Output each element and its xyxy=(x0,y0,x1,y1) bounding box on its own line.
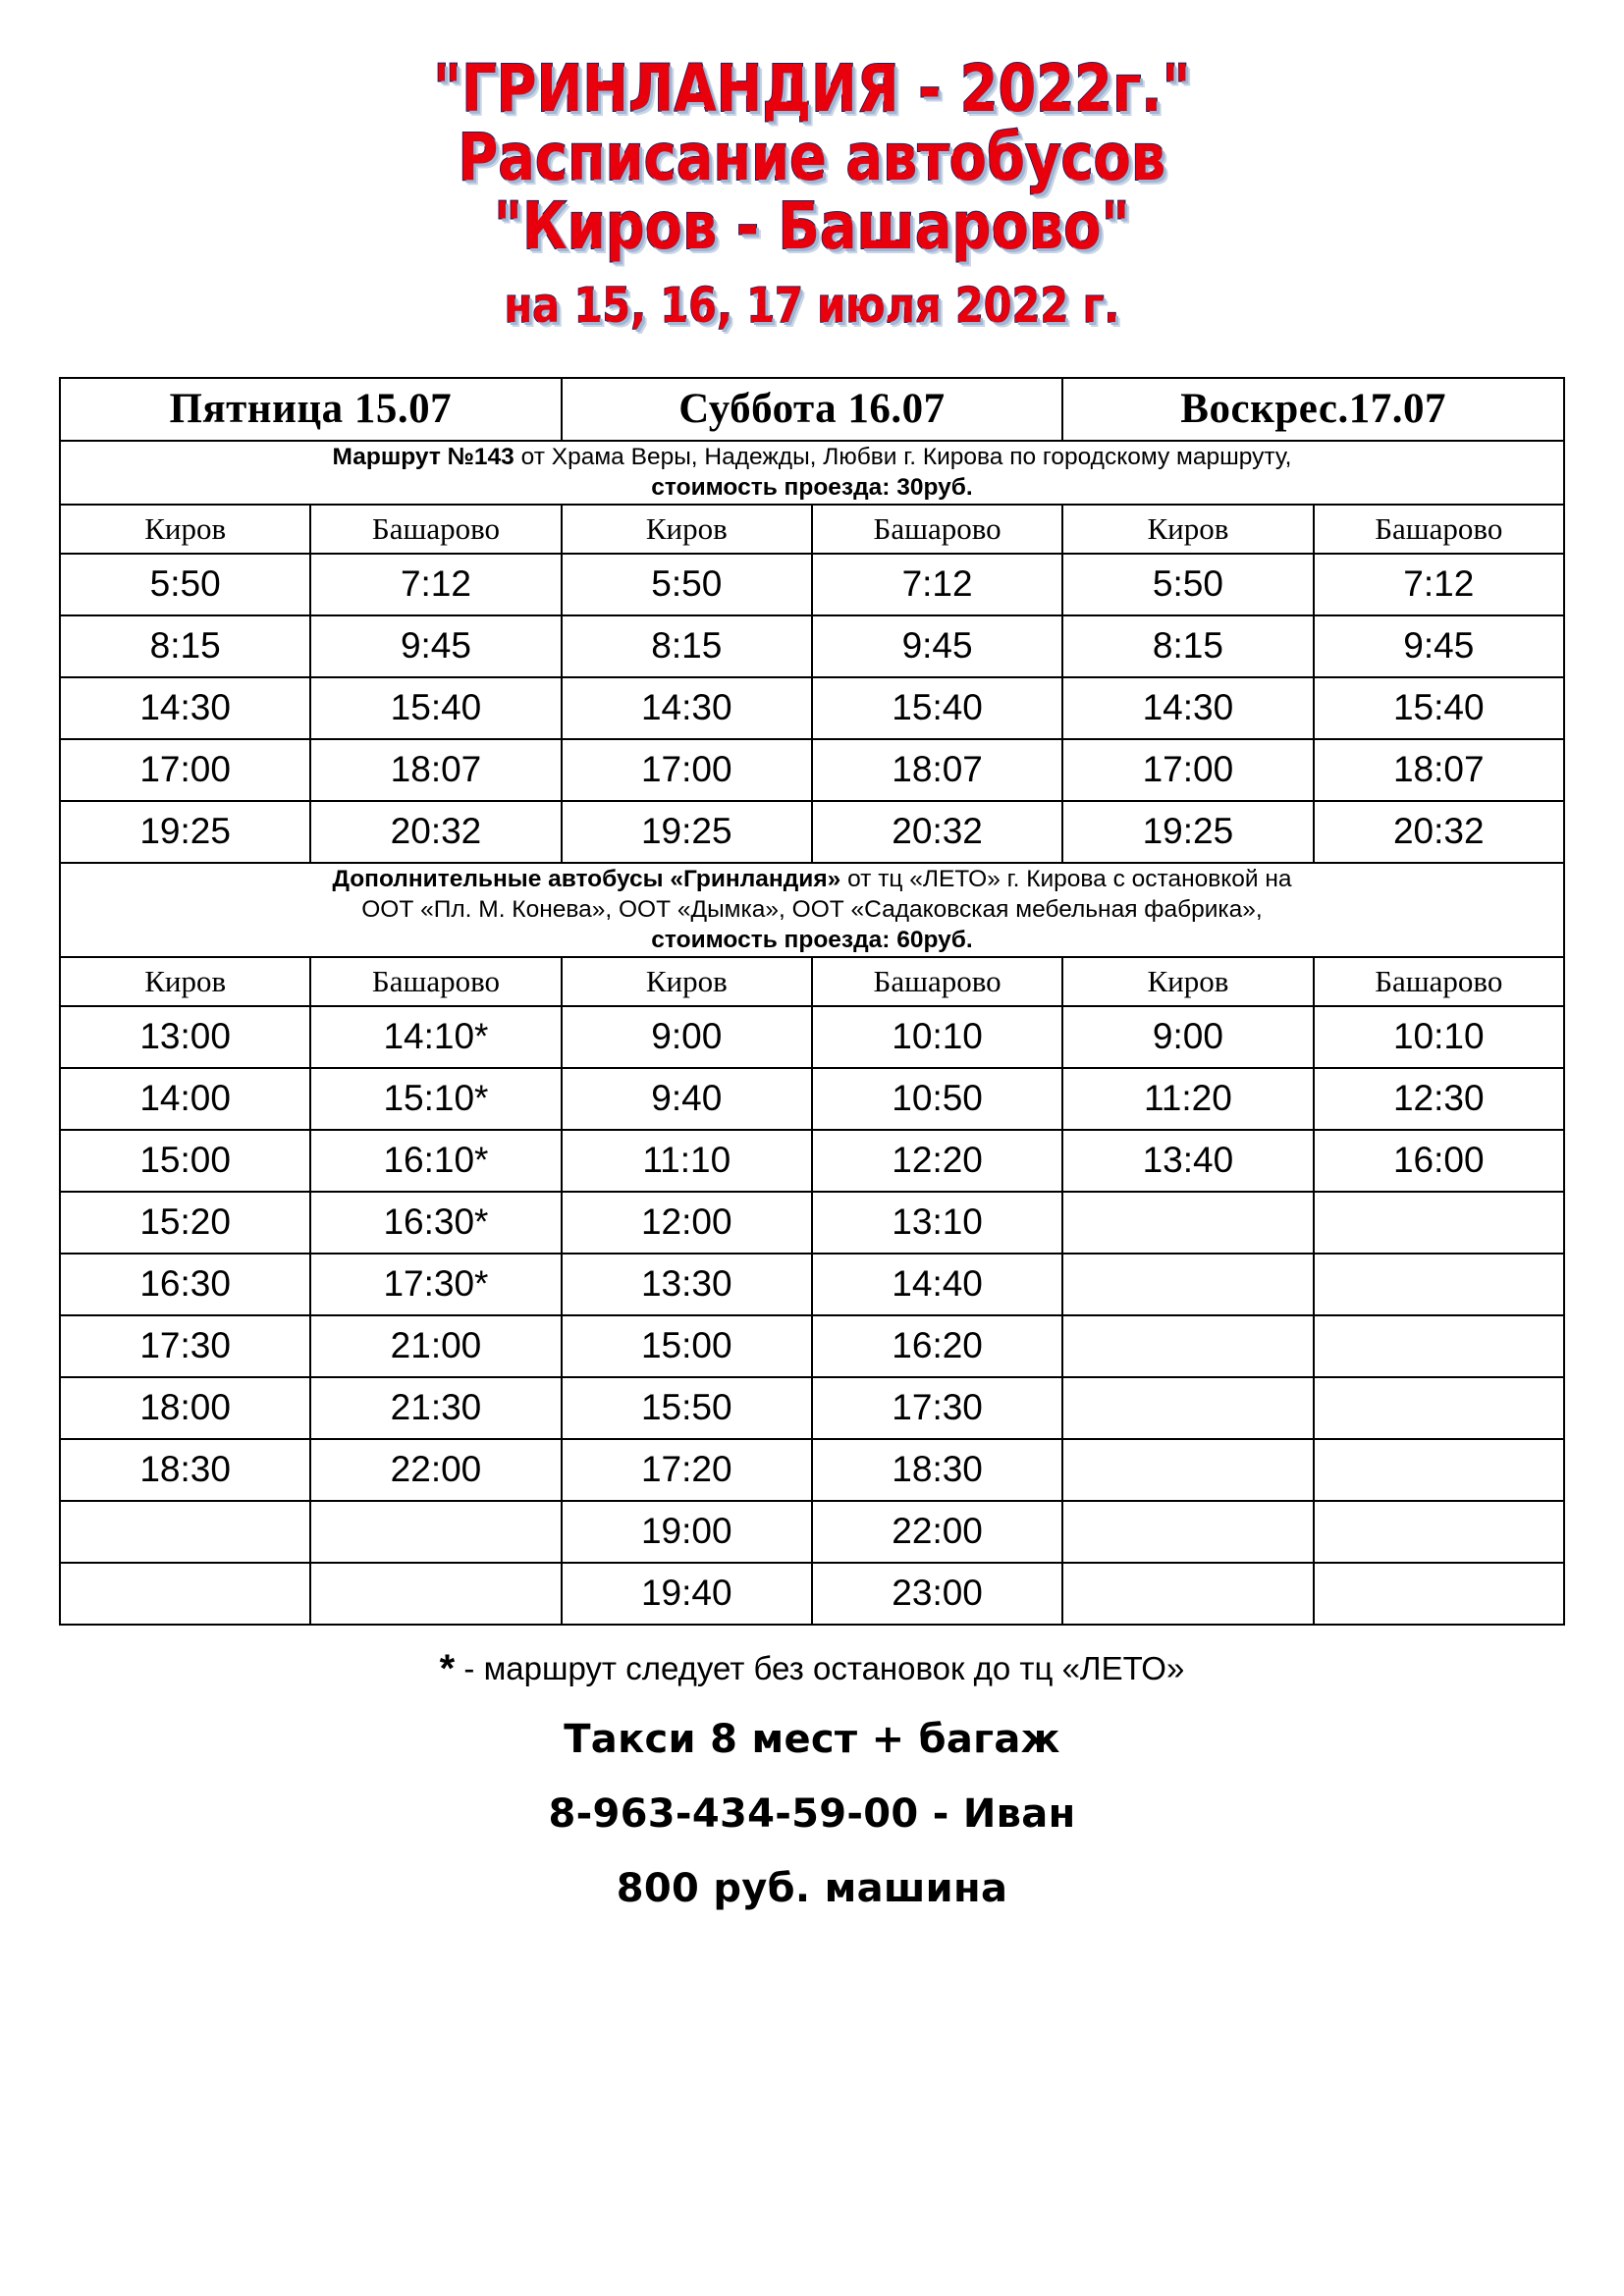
cell: 7:12 xyxy=(1314,554,1564,615)
cell-empty xyxy=(1062,1192,1313,1254)
cell: 14:30 xyxy=(1062,677,1313,739)
section1-note xyxy=(60,441,1564,505)
section1-colhead-5: Башарово xyxy=(1314,505,1564,554)
cell: 14:40 xyxy=(812,1254,1062,1315)
cell: 19:00 xyxy=(562,1501,812,1563)
cell: 18:07 xyxy=(812,739,1062,801)
cell: 18:00 xyxy=(60,1377,310,1439)
cell: 13:00 xyxy=(60,1006,310,1068)
cell-empty xyxy=(1062,1315,1313,1377)
table-row xyxy=(60,1254,1564,1315)
cell: 16:30 xyxy=(60,1254,310,1315)
cell: 21:30 xyxy=(310,1377,561,1439)
cell: 12:30 xyxy=(1314,1068,1564,1130)
cell: 5:50 xyxy=(562,554,812,615)
schedule-table xyxy=(59,377,1565,1626)
cell: 17:30* xyxy=(310,1254,561,1315)
cell-empty xyxy=(1062,1439,1313,1501)
cell: 19:25 xyxy=(60,801,310,863)
table-row xyxy=(60,801,1564,863)
cell: 17:00 xyxy=(60,739,310,801)
cell-empty xyxy=(1314,1501,1564,1563)
cell: 19:25 xyxy=(562,801,812,863)
taxi-phone: 8-963-434-59-00 - Иван xyxy=(548,1790,1076,1837)
cell: 15:40 xyxy=(310,677,561,739)
cell: 18:30 xyxy=(60,1439,310,1501)
day-header-friday: Пятница 15.07 xyxy=(60,378,562,441)
cell: 16:30* xyxy=(310,1192,561,1254)
cell: 11:10 xyxy=(562,1130,812,1192)
cell: 8:15 xyxy=(60,615,310,677)
cell: 16:00 xyxy=(1314,1130,1564,1192)
cell-empty xyxy=(60,1563,310,1625)
section1-note-row xyxy=(60,441,1564,505)
table-row xyxy=(60,739,1564,801)
section2-note-part1: Дополнительные автобусы «Гринландия» xyxy=(332,865,841,892)
title-line-4: на 15, 16, 17 июля 2022 г. xyxy=(504,277,1120,334)
day-header-row xyxy=(60,378,1564,441)
cell: 15:00 xyxy=(562,1315,812,1377)
cell-empty xyxy=(1314,1377,1564,1439)
table-row xyxy=(60,1439,1564,1501)
table-row xyxy=(60,554,1564,615)
cell: 12:00 xyxy=(562,1192,812,1254)
table-row xyxy=(60,1377,1564,1439)
section2-note xyxy=(60,863,1564,957)
cell: 5:50 xyxy=(1062,554,1313,615)
footnote xyxy=(0,1647,1624,1691)
cell: 23:00 xyxy=(812,1563,1062,1625)
section2-column-header-row xyxy=(60,957,1564,1006)
cell: 16:20 xyxy=(812,1315,1062,1377)
footnote-star: * xyxy=(439,1646,456,1690)
day-header-saturday: Суббота 16.07 xyxy=(562,378,1063,441)
cell: 10:10 xyxy=(1314,1006,1564,1068)
section2-colhead-3: Башарово xyxy=(812,957,1062,1006)
section2-note-row xyxy=(60,863,1564,957)
cell-empty xyxy=(1062,1501,1313,1563)
cell-empty xyxy=(60,1501,310,1563)
cell: 13:40 xyxy=(1062,1130,1313,1192)
cell-empty xyxy=(1062,1563,1313,1625)
cell: 17:20 xyxy=(562,1439,812,1501)
section1-colhead-2: Киров xyxy=(562,505,812,554)
cell: 20:32 xyxy=(812,801,1062,863)
section1-note-part3: стоимость проезда: 30руб. xyxy=(651,474,973,502)
title-line-3: "Киров - Башарово" xyxy=(494,187,1130,264)
cell: 17:30 xyxy=(60,1315,310,1377)
cell: 21:00 xyxy=(310,1315,561,1377)
table-row xyxy=(60,1192,1564,1254)
schedule-table-wrapper xyxy=(59,377,1565,1626)
section2-colhead-4: Киров xyxy=(1062,957,1313,1006)
section2-note-part3: ООТ «Пл. М. Конева», ООТ «Дымка», ООТ «Садаковская мебельная фабрика», xyxy=(361,895,1263,923)
cell: 17:00 xyxy=(562,739,812,801)
cell-empty xyxy=(1062,1254,1313,1315)
table-row xyxy=(60,1315,1564,1377)
title-line-2: Расписание автобусов xyxy=(458,119,1166,195)
cell-empty xyxy=(1314,1563,1564,1625)
cell: 15:20 xyxy=(60,1192,310,1254)
cell: 10:50 xyxy=(812,1068,1062,1130)
cell: 22:00 xyxy=(310,1439,561,1501)
table-row xyxy=(60,615,1564,677)
section1-column-header-row xyxy=(60,505,1564,554)
section2-colhead-5: Башарово xyxy=(1314,957,1564,1006)
cell: 13:30 xyxy=(562,1254,812,1315)
section2-colhead-2: Киров xyxy=(562,957,812,1006)
cell: 9:40 xyxy=(562,1068,812,1130)
cell: 15:50 xyxy=(562,1377,812,1439)
cell: 15:00 xyxy=(60,1130,310,1192)
cell: 5:50 xyxy=(60,554,310,615)
cell: 19:40 xyxy=(562,1563,812,1625)
taxi-price: 800 руб. машина xyxy=(616,1865,1008,1911)
cell: 7:12 xyxy=(310,554,561,615)
cell: 14:00 xyxy=(60,1068,310,1130)
cell: 9:45 xyxy=(812,615,1062,677)
cell: 9:00 xyxy=(1062,1006,1313,1068)
cell: 8:15 xyxy=(562,615,812,677)
section2-note-part2: от тц «ЛЕТО» г. Кирова с остановкой на xyxy=(840,865,1292,892)
cell-empty xyxy=(310,1501,561,1563)
section2-note-part4: стоимость проезда: 60руб. xyxy=(651,927,973,954)
section2-colhead-0: Киров xyxy=(60,957,310,1006)
cell: 9:45 xyxy=(310,615,561,677)
footnote-text: - маршрут следует без остановок до тц «ЛЕТО» xyxy=(455,1649,1185,1686)
cell: 13:10 xyxy=(812,1192,1062,1254)
section2-colhead-1: Башарово xyxy=(310,957,561,1006)
cell: 9:00 xyxy=(562,1006,812,1068)
table-row xyxy=(60,1006,1564,1068)
table-row xyxy=(60,677,1564,739)
cell: 7:12 xyxy=(812,554,1062,615)
cell: 20:32 xyxy=(310,801,561,863)
taxi-line-1: Такси 8 мест + багаж xyxy=(564,1716,1060,1762)
cell-empty xyxy=(1062,1377,1313,1439)
cell-empty xyxy=(1314,1439,1564,1501)
cell: 14:30 xyxy=(60,677,310,739)
section1-colhead-3: Башарово xyxy=(812,505,1062,554)
table-row xyxy=(60,1068,1564,1130)
cell: 15:10* xyxy=(310,1068,561,1130)
section1-colhead-0: Киров xyxy=(60,505,310,554)
section1-note-part1: Маршрут №143 xyxy=(332,443,514,470)
cell: 10:10 xyxy=(812,1006,1062,1068)
table-row xyxy=(60,1501,1564,1563)
cell-empty xyxy=(1314,1192,1564,1254)
cell: 20:32 xyxy=(1314,801,1564,863)
section1-colhead-4: Киров xyxy=(1062,505,1313,554)
cell: 22:00 xyxy=(812,1501,1062,1563)
cell: 12:20 xyxy=(812,1130,1062,1192)
cell-empty xyxy=(1314,1315,1564,1377)
cell: 17:00 xyxy=(1062,739,1313,801)
cell: 15:40 xyxy=(812,677,1062,739)
cell: 15:40 xyxy=(1314,677,1564,739)
cell: 16:10* xyxy=(310,1130,561,1192)
cell: 14:10* xyxy=(310,1006,561,1068)
title-line-1: "ГРИНЛАНДИЯ - 2022г." xyxy=(433,51,1191,127)
title-block xyxy=(0,0,1624,332)
cell: 8:15 xyxy=(1062,615,1313,677)
section1-note-part2: от Храма Веры, Надежды, Любви г. Кирова по городскому маршруту, xyxy=(514,443,1292,470)
day-header-sunday: Воскрес.17.07 xyxy=(1062,378,1564,441)
cell: 9:45 xyxy=(1314,615,1564,677)
cell: 17:30 xyxy=(812,1377,1062,1439)
table-row xyxy=(60,1563,1564,1625)
section1-colhead-1: Башарово xyxy=(310,505,561,554)
cell: 18:30 xyxy=(812,1439,1062,1501)
schedule-table-body xyxy=(60,378,1564,1625)
cell-empty xyxy=(310,1563,561,1625)
cell: 18:07 xyxy=(310,739,561,801)
cell-empty xyxy=(1314,1254,1564,1315)
cell: 18:07 xyxy=(1314,739,1564,801)
cell: 14:30 xyxy=(562,677,812,739)
cell: 11:20 xyxy=(1062,1068,1313,1130)
cell: 19:25 xyxy=(1062,801,1313,863)
table-row xyxy=(60,1130,1564,1192)
